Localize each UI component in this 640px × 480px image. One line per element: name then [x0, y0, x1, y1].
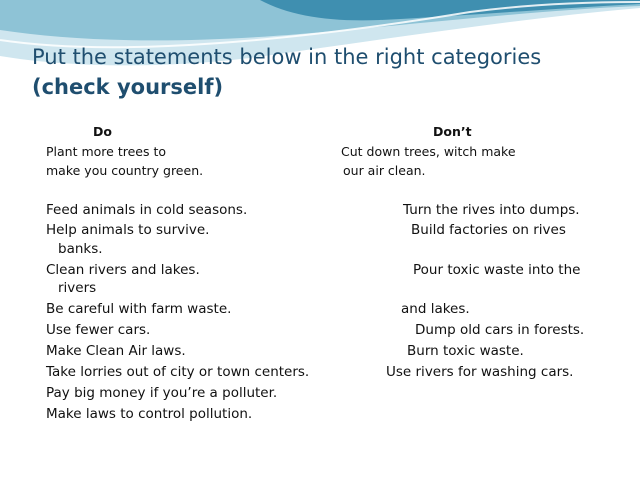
- dont-item: Dump old cars in forests.: [415, 322, 585, 338]
- dont-intro-line-2: our air clean.: [343, 163, 426, 178]
- do-intro-line-1: Plant more trees to: [46, 144, 167, 159]
- dont-column-heading: Don’t: [433, 124, 472, 139]
- slide-title: [32, 42, 592, 102]
- do-item: Pay big money if you’re a polluter.: [46, 385, 278, 401]
- dont-item: Use rivers for washing cars.: [386, 364, 574, 380]
- do-item: Help animals to survive.: [46, 222, 210, 238]
- do-item: Make Clean Air laws.: [46, 343, 186, 359]
- dont-item: Pour toxic waste into the: [413, 262, 581, 278]
- do-column-heading: Do: [93, 124, 112, 139]
- do-item-continuation: rivers: [58, 280, 97, 296]
- do-item: Use fewer cars.: [46, 322, 151, 338]
- do-intro-line-2: make you country green.: [46, 163, 204, 178]
- do-item-continuation: banks.: [58, 241, 103, 257]
- dont-item: Turn the rives into dumps.: [403, 202, 580, 218]
- dont-item-continuation: and lakes.: [401, 301, 470, 317]
- slide-title-bold: (check yourself): [32, 75, 224, 99]
- do-item: Take lorries out of city or town centers.: [46, 364, 310, 380]
- dont-item: Burn toxic waste.: [407, 343, 524, 359]
- do-item: Be careful with farm waste.: [46, 301, 232, 317]
- do-item: Feed animals in cold seasons.: [46, 202, 248, 218]
- dont-item: Build factories on rives: [411, 222, 566, 238]
- dont-intro-line-1: Cut down trees, witch make: [341, 144, 516, 159]
- do-item: Make laws to control pollution.: [46, 406, 253, 422]
- slide-title-plain: Put the statements below in the right categories: [32, 45, 542, 69]
- do-item: Clean rivers and lakes.: [46, 262, 200, 278]
